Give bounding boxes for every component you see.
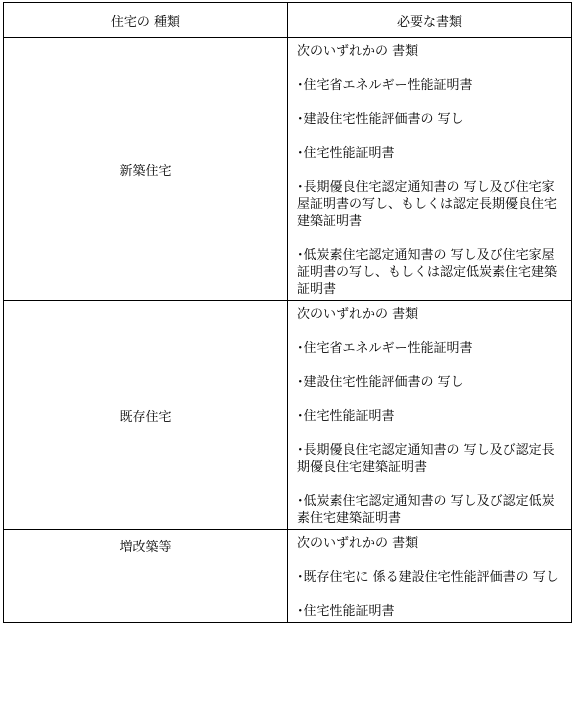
document-item: ･住宅省エネルギー性能証明書: [297, 341, 473, 356]
housing-type-cell: 増改築等: [4, 530, 288, 623]
table-row: [4, 38, 572, 301]
document-item: ･住宅省エネルギー性能証明書: [297, 78, 473, 93]
document-item: ･建設住宅性能評価書の 写し: [297, 112, 464, 127]
documents-cell: [288, 530, 572, 623]
document-item: ･住宅性能証明書: [297, 146, 395, 161]
document-item: ･低炭素住宅認定通知書の 写し及び住宅家屋証明書の写し、もしくは認定低炭素住宅建築証明書: [297, 248, 558, 297]
document-item: 次のいずれかの 書類: [297, 44, 419, 59]
document-item: ･住宅性能証明書: [297, 409, 395, 424]
header-housing-type: 住宅の 種類: [4, 3, 288, 38]
document-item: ･長期優良住宅認定通知書の 写し及び認定長期優良住宅建築証明書: [297, 443, 555, 475]
document-item: ･低炭素住宅認定通知書の 写し及び認定低炭素住宅建築証明書: [297, 494, 555, 526]
table-row: [4, 301, 572, 530]
header-required-documents: 必要な書類: [288, 3, 572, 38]
table-row: [4, 530, 572, 623]
document-item: ･建設住宅性能評価書の 写し: [297, 375, 464, 390]
document-item: 次のいずれかの 書類: [297, 536, 419, 551]
documents-cell: [288, 38, 572, 301]
document-item: ･長期優良住宅認定通知書の 写し及び住宅家屋証明書の写し、もしくは認定長期優良住宅建築証明書: [297, 180, 558, 229]
housing-type-cell: 新築住宅: [4, 38, 288, 301]
document-item: 次のいずれかの 書類: [297, 307, 419, 322]
housing-type-cell: 既存住宅: [4, 301, 288, 530]
housing-documents-table: [3, 2, 572, 623]
document-item: ･住宅性能証明書: [297, 604, 395, 619]
documents-cell: [288, 301, 572, 530]
table-header-row: [4, 3, 572, 38]
document-item: ･既存住宅に 係る建設住宅性能評価書の 写し: [297, 570, 559, 585]
